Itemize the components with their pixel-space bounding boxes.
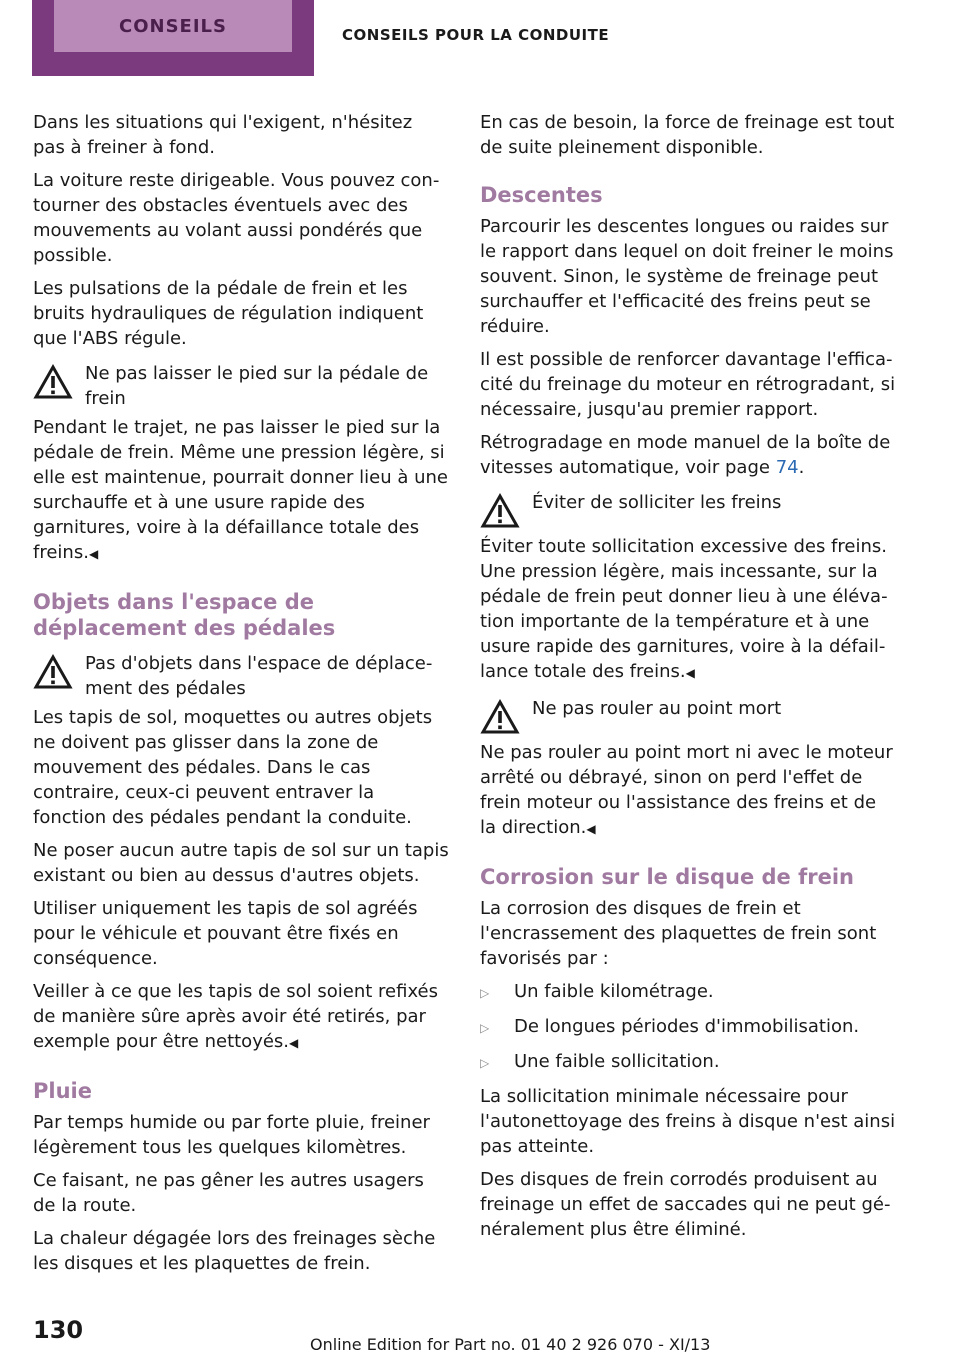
page-link[interactable]: 74: [775, 457, 799, 478]
left-column: [33, 110, 449, 1284]
paragraph: Ce faisant, ne pas gêner les autres usagers de la route.: [33, 1170, 424, 1216]
paragraph: Des disques de frein corrodés produisent au freinage un effet de saccades qui ne peut généralement plus être éliminé.: [480, 1169, 891, 1240]
page-number: 130: [33, 1316, 84, 1344]
end-mark: ◀: [88, 547, 99, 561]
warning-body: Les tapis de sol, moquettes ou autres objets ne doivent pas glisser dans la zone de mouvement des pédales. Dans le cas contraire, ceux-ci peuvent entraver la fonction des pédales pendant la conduite.: [33, 707, 433, 828]
heading-corrosion: Corrosion sur le disque de frein: [480, 865, 854, 889]
warning-body: Pendant le trajet, ne pas laisser le pied sur la pédale de frein. Même une pression légère, si elle est maintenue, pourrait donner lieu à une surchauffe et à une usure rapide des garnitures, voire à la défaillance totale des freins.◀: [33, 417, 448, 563]
warning-block: [480, 490, 896, 530]
warning-triangle-icon: [480, 698, 520, 736]
bullet-triangle-icon: ▷: [480, 1021, 490, 1035]
warning-triangle-icon: [33, 653, 73, 691]
paragraph: Utiliser uniquement les tapis de sol agréés pour le véhicule et pouvant être fixés en conséquence.: [33, 898, 418, 969]
paragraph: La sollicitation minimale nécessaire pour l'autonettoyage des freins à disque n'est ainsi pas atteinte.: [480, 1086, 896, 1157]
paragraph: Veiller à ce que les tapis de sol soient refixés de manière sûre après avoir été retirés, par exemple pour être nettoyés.◀: [33, 981, 439, 1052]
paragraph: Dans les situations qui l'exigent, n'hésitez pas à freiner à fond.: [33, 112, 413, 158]
list-item: ▷ De longues périodes d'immobilisation.: [480, 1014, 896, 1041]
heading-objets: Objets dans l'espace de déplacement des pédales: [33, 590, 336, 640]
paragraph: La voiture reste dirigeable. Vous pouvez contourner des obstacles éventuels avec des mouvements au volant aussi pondérés que possible.: [33, 170, 440, 266]
edition-footer: Online Edition for Part no. 01 40 2 926 070 - XI/13: [310, 1335, 711, 1354]
warning-triangle-icon: [480, 492, 520, 530]
heading-descentes: Descentes: [480, 183, 603, 207]
paragraph: Ne poser aucun autre tapis de sol sur un tapis existant ou bien au dessus d'autres objets.: [33, 840, 449, 886]
end-mark: ◀: [685, 666, 695, 680]
paragraph: Les pulsations de la pédale de frein et les bruits hydrauliques de régulation indiquent que l'ABS régule.: [33, 278, 424, 349]
warning-title: Ne pas laisser le pied sur la pédale de frein: [85, 363, 429, 409]
paragraph: En cas de besoin, la force de freinage est tout de suite pleinement disponible.: [480, 112, 895, 158]
bullet-triangle-icon: ▷: [480, 986, 490, 1000]
paragraph: La corrosion des disques de frein et l'encrassement des plaquettes de frein sont favorisés par :: [480, 898, 877, 969]
end-mark: ◀: [289, 1036, 299, 1050]
bullet-triangle-icon: ▷: [480, 1056, 490, 1070]
warning-title: Pas d'objets dans l'espace de déplacement des pédales: [85, 653, 433, 699]
warning-block: [480, 696, 896, 736]
heading-pluie: Pluie: [33, 1079, 92, 1103]
paragraph: Parcourir les descentes longues ou raides sur le rapport dans lequel on doit freiner le moins souvent. Sinon, le système de freinage peut surchauffer et l'efficacité des freins peut se réduire.: [480, 216, 894, 337]
bullet-list: [480, 979, 896, 1076]
warning-title: Éviter de solliciter les freins: [532, 492, 782, 513]
warning-block: [33, 651, 449, 701]
list-item: ▷ Un faible kilométrage.: [480, 979, 896, 1006]
paragraph: Par temps humide ou par forte pluie, freiner légèrement tous les quelques kilomètres.: [33, 1112, 430, 1158]
warning-triangle-icon: [33, 363, 73, 401]
warning-block: [33, 361, 449, 411]
section-title: CONSEILS POUR LA CONDUITE: [342, 26, 610, 44]
section-tab-label: CONSEILS: [54, 0, 292, 52]
warning-title: Ne pas rouler au point mort: [532, 698, 782, 719]
paragraph: Il est possible de renforcer davantage l'efficacité du freinage du moteur en rétrogradant, si nécessaire, jusqu'au premier rapport.: [480, 349, 896, 420]
list-item: ▷ Une faible sollicitation.: [480, 1049, 896, 1076]
warning-body: Ne pas rouler au point mort ni avec le moteur arrêté ou débrayé, sinon on perd l'effet de frein moteur ou l'assistance des freins et de la direction.◀: [480, 742, 893, 838]
end-mark: ◀: [586, 822, 596, 836]
paragraph: La chaleur dégagée lors des freinages sèche les disques et les plaquettes de frein.: [33, 1228, 436, 1274]
section-tab: [32, 0, 314, 76]
right-column: [480, 110, 896, 1250]
warning-body: Éviter toute sollicitation excessive des freins. Une pression légère, mais incessante, sur la pédale de frein peut donner lieu à une élévation importante de la température et à une usure rapide des garnitures, voire à la défaillance totale des freins.◀: [480, 536, 888, 682]
paragraph: Rétrogradage en mode manuel de la boîte de vitesses automatique, voir page 74.: [480, 432, 891, 478]
